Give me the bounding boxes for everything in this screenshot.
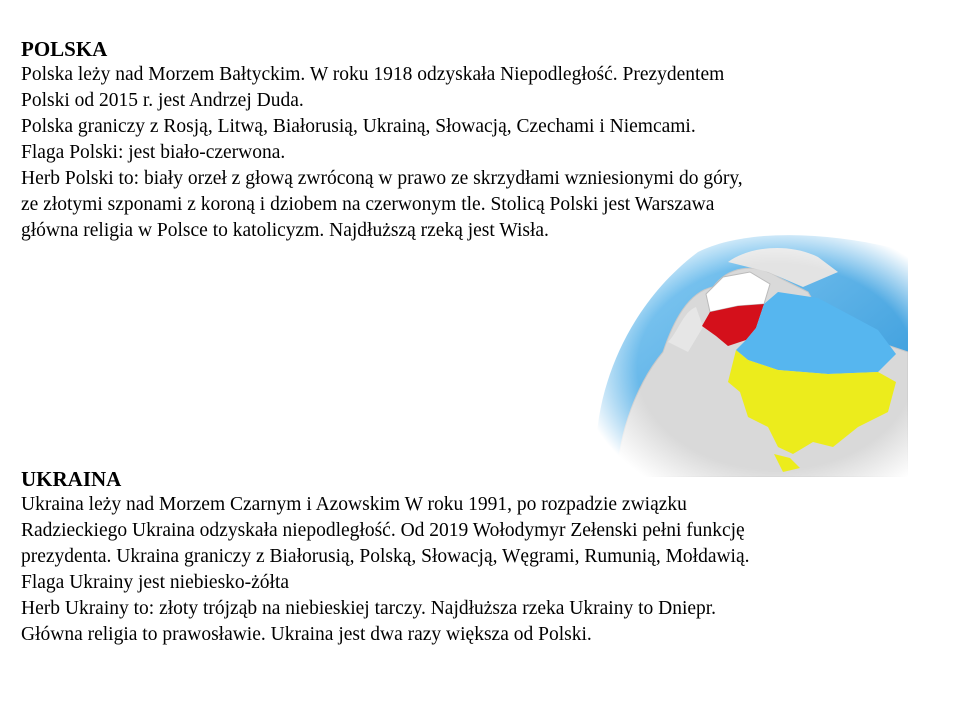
ukraine-text-line: Herb Ukrainy to: złoty trójząb na niebieskiej tarczy. Najdłuższa rzeka Ukrainy to Dniepr. xyxy=(21,598,717,619)
ukraine-text-line: Główna religia to prawosławie. Ukraina jest dwa razy większa od Polski. xyxy=(21,624,592,645)
poland-text-line: Polska graniczy z Rosją, Litwą, Białorusią, Ukrainą, Słowacją, Czechami i Niemcami. xyxy=(21,116,696,137)
poland-text-line: ze złotymi szponami z koroną i dziobem na czerwonym tle. Stolicą Polski jest Warszawa xyxy=(21,194,715,215)
poland-text-line: Flaga Polski: jest biało-czerwona. xyxy=(21,142,286,163)
poland-text-line: główna religia w Polsce to katolicyzm. Najdłuższą rzeką jest Wisła. xyxy=(21,220,549,241)
ukraine-heading: UKRAINA xyxy=(21,467,122,491)
ukraine-text-line: prezydenta. Ukraina graniczy z Białorusią, Polską, Słowacją, Węgrami, Rumunią, Mołdawią. xyxy=(21,546,750,567)
ukraine-text-line: Radzieckiego Ukraina odzyskała niepodległość. Od 2019 Wołodymyr Zełenski pełni funkcję xyxy=(21,520,745,541)
poland-text-line: Polska leży nad Morzem Bałtyckim. W roku 1918 odzyskała Niepodległość. Prezydentem xyxy=(21,64,725,85)
poland-text-line: Herb Polski to: biały orzeł z głową zwróconą w prawo ze skrzydłami wzniesionymi do góry, xyxy=(21,168,743,189)
poland-heading: POLSKA xyxy=(21,37,108,61)
poland-section xyxy=(21,36,941,244)
ukraine-text-line: Flaga Ukrainy jest niebiesko-żółta xyxy=(21,572,290,593)
ukraine-section xyxy=(21,466,941,648)
ukraine-text-line: Ukraina leży nad Morzem Czarnym i Azowskim W roku 1991, po rozpadzie związku xyxy=(21,494,687,515)
poland-text-line: Polski od 2015 r. jest Andrzej Duda. xyxy=(21,90,304,111)
europe-map-poland-ukraine-flags-icon xyxy=(578,232,908,477)
